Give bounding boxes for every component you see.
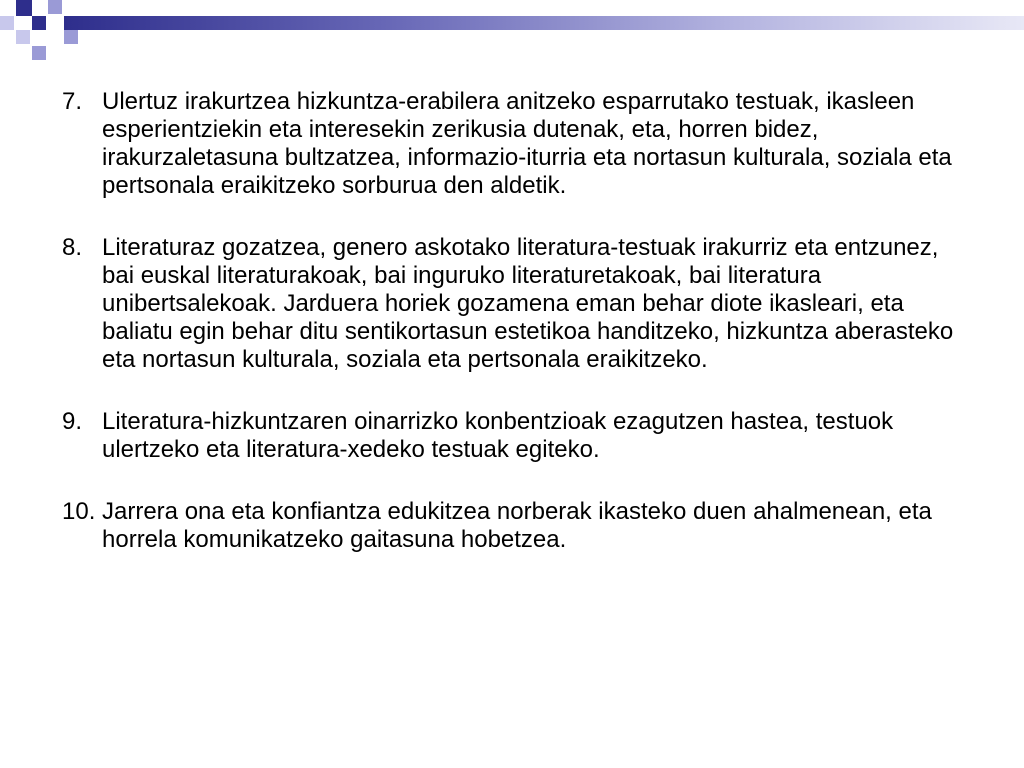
item-number: 9. [62,408,83,435]
item-number: 8. [62,234,83,261]
decor-square [48,0,62,14]
decor-square [16,0,32,16]
header-decoration [0,0,1024,70]
item-number: 10. [62,498,96,525]
list-item [62,408,962,464]
decor-square [48,16,62,30]
header-gradient-bar [64,16,1024,30]
decor-square [0,16,14,30]
decor-square [64,30,78,44]
slide-body [62,88,962,588]
item-text: Literatura-hizkuntzaren oinarrizko konbentzioak ezagutzen hastea, testuok ulertzeko eta literatura-xedeko testuak egiteko. [102,408,894,463]
item-number: 7. [62,88,83,115]
decor-square [32,46,46,60]
list-item [62,234,962,374]
item-text: Jarrera ona eta konfiantza edukitzea norberak ikasteko duen ahalmenean, eta horrela komunikatzeko gaitasuna hobetzea. [102,498,932,553]
decor-square [32,16,46,30]
list-item [62,88,962,200]
decor-square [16,30,30,44]
item-text: Ulertuz irakurtzea hizkuntza-erabilera anitzeko esparrutako testuak, ikasleen esperientziekin eta interesekin zerikusia dutenak, eta, horren bidez, irakurzaletasuna bultzatzea, informazio-iturria eta nortasun kulturala, soziala eta pertsonala eraikitzeko sorburua den aldetik. [102,88,952,199]
list-item [62,498,962,554]
item-text: Literaturaz gozatzea, genero askotako literatura-testuak irakurriz eta entzunez, bai euskal literaturakoak, bai inguruko literaturetakoak, bai literatura unibertsalekoak. Jarduera horiek gozamena eman behar diote ikasleari, eta baliatu egin behar ditu sentikortasun estetikoa handitzeko, hizkuntza aberasteko eta nortasun kulturala, soziala eta pertsonala eraikitzeko. [102,234,954,373]
